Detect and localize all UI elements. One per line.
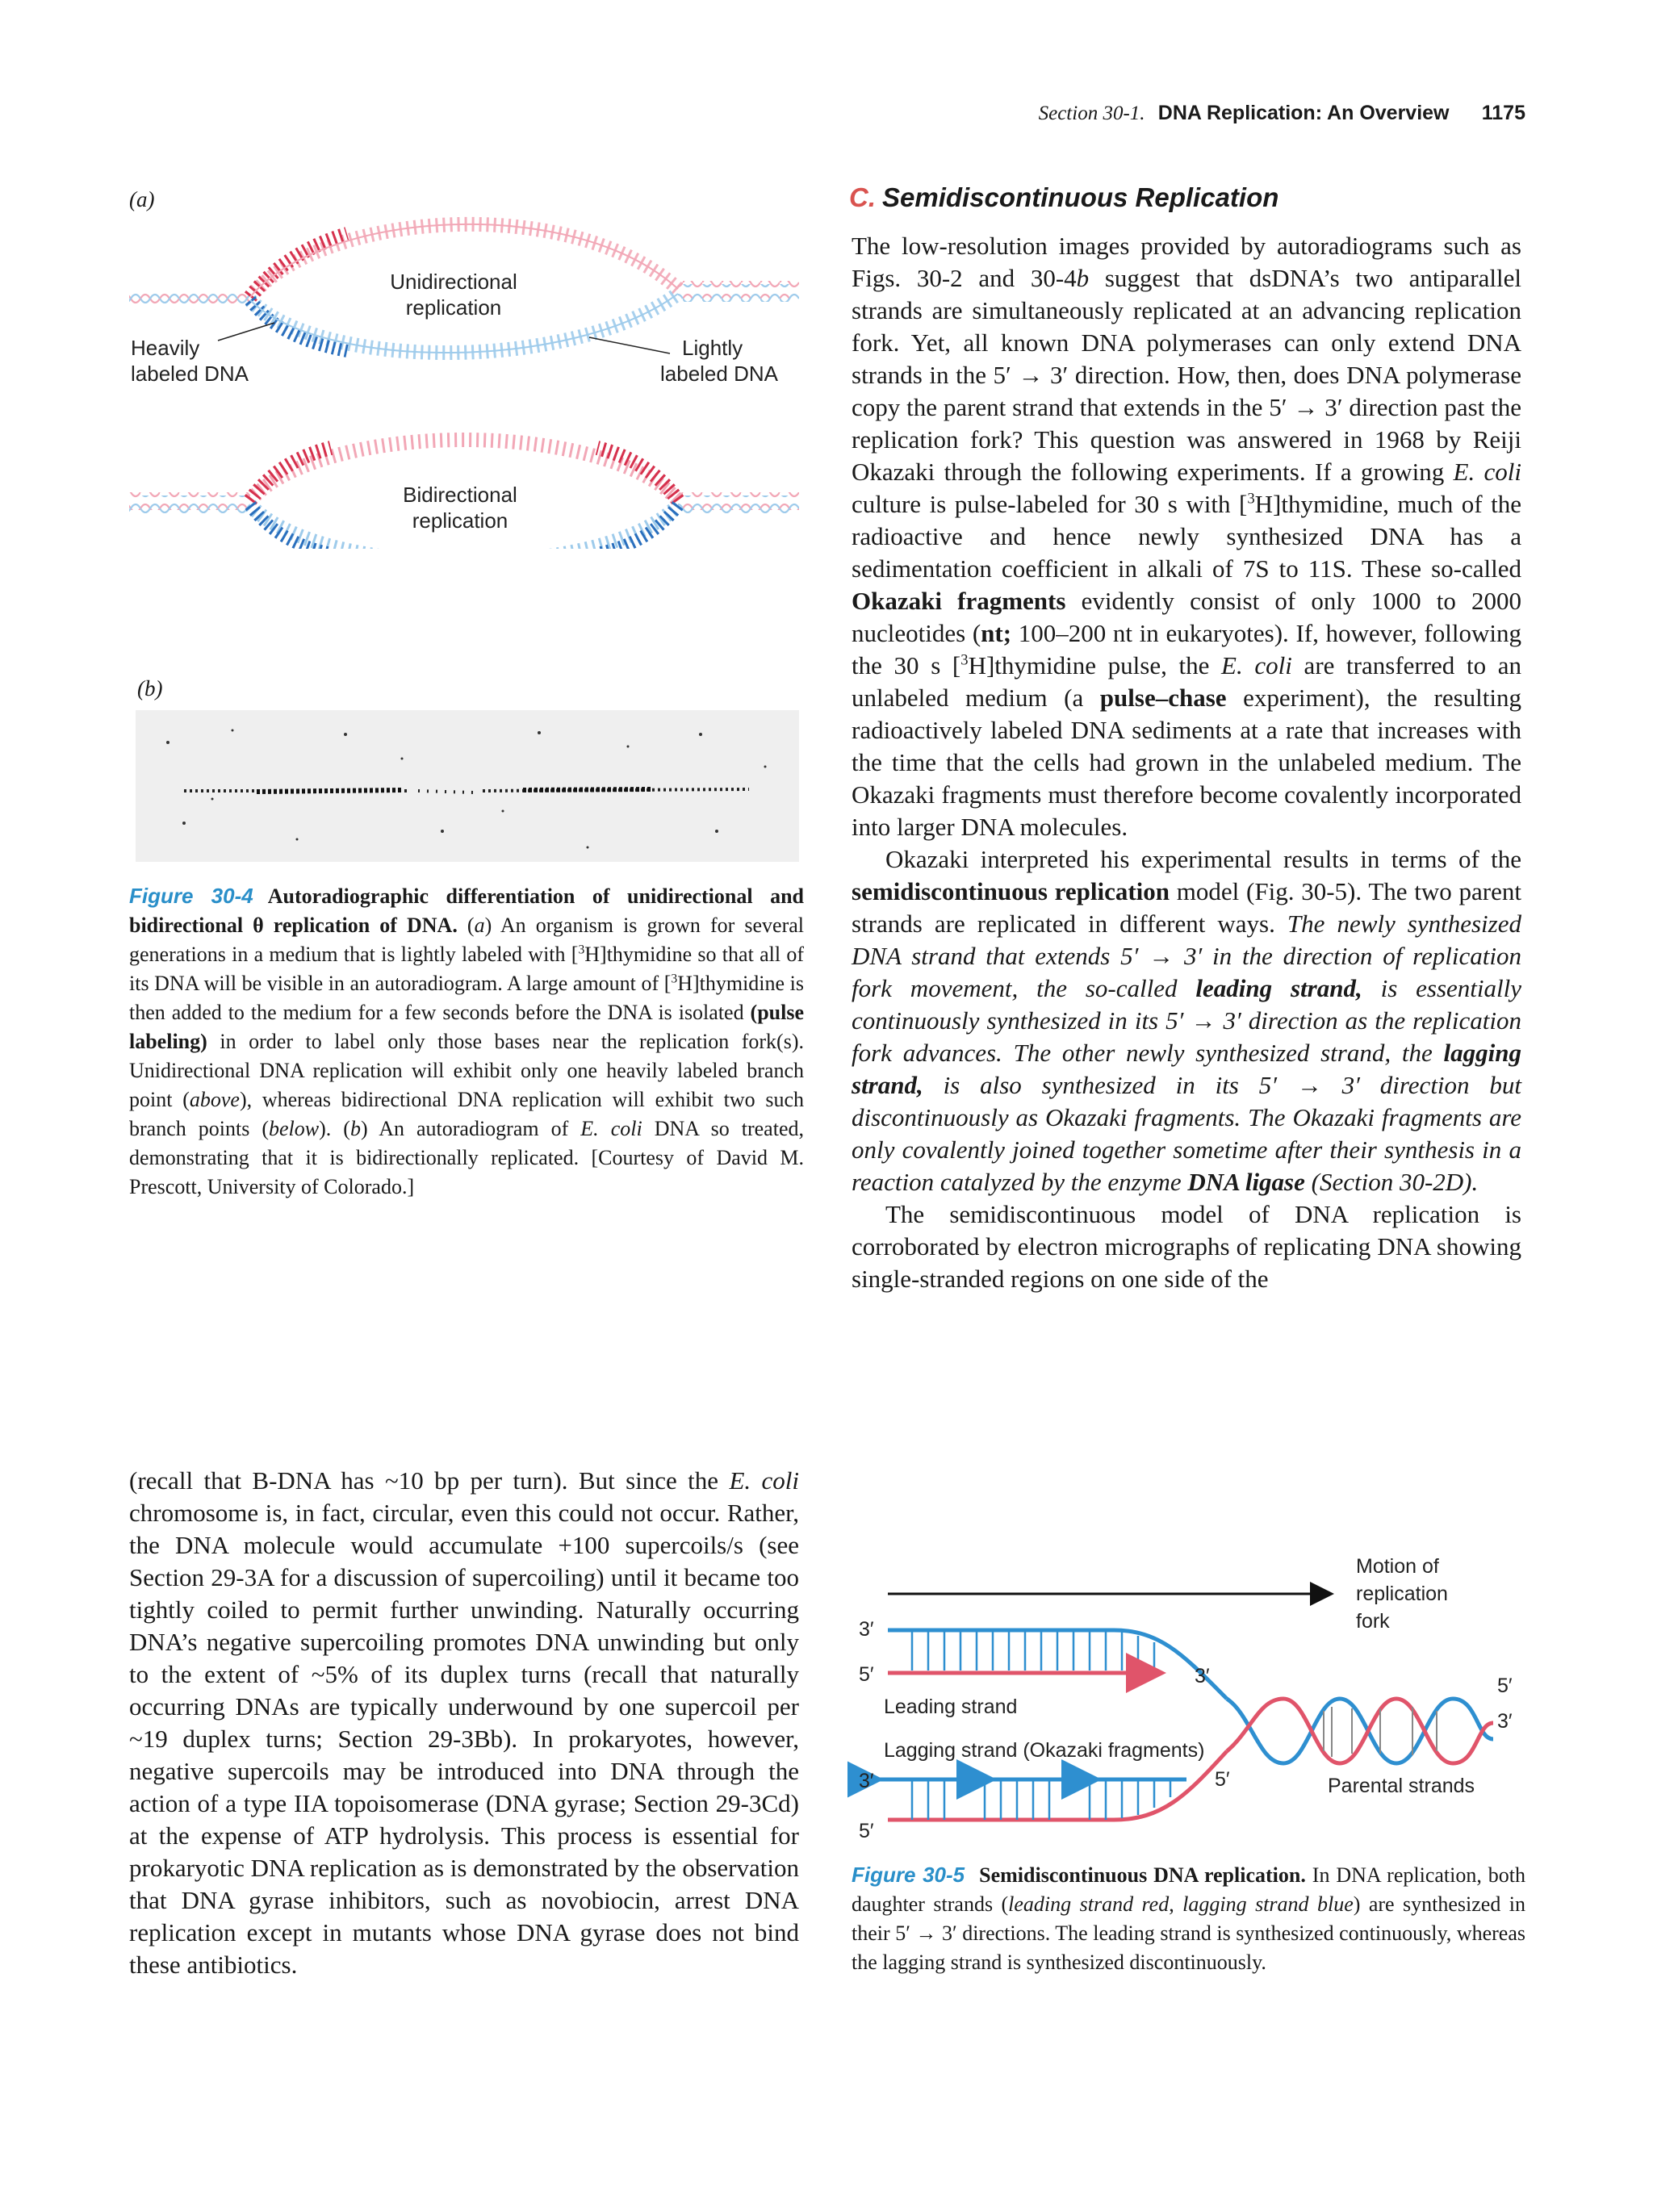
text: The newly synthesized DNA strand that extends 5′ → 3′ in the direction of replication fork movement, the so-called [852, 909, 1521, 1002]
label-5prime-bottom: 5′ [859, 1820, 874, 1842]
unidirectional-label-1: Unidirectional [390, 270, 517, 294]
caption-text: a [474, 914, 485, 937]
label-3prime-right: 3′ [1497, 1710, 1513, 1733]
label-3prime-lagging: 3′ [859, 1770, 874, 1792]
caption-text: lagging [1182, 1892, 1247, 1916]
term-dna-ligase: DNA ligase [1187, 1168, 1305, 1196]
motion-label-2: replication [1356, 1583, 1448, 1605]
text: b [1076, 264, 1090, 292]
caption-text: ) An autoradiogram of [360, 1117, 581, 1140]
text: evidently consist of only 1000 to 2000 nucleotides ( [852, 587, 1521, 647]
label-5prime-right: 5′ [1497, 1675, 1513, 1697]
caption-text: ) An organism is grown for several generations in a medium that is lightly labeled with [ [129, 914, 805, 966]
text: Okazaki interpreted his experimental results in terms of the [885, 845, 1521, 873]
caption-text: leading strand red [1008, 1892, 1170, 1916]
caption-term-pulse-labeling: (pulse labeling) [129, 1001, 804, 1053]
paragraph: The semidiscontinuous model of DNA replication is corroborated by electron micrographs of replicating DNA showing single-stranded regions on one side of the [852, 1200, 1521, 1293]
label-3prime-leading: 3′ [1195, 1665, 1210, 1687]
section-title: Semidiscontinuous Replication [882, 182, 1279, 212]
motion-label-3: fork [1356, 1610, 1390, 1633]
bidirectional-label-2: replication [412, 508, 508, 533]
text: (recall that B-DNA has ~10 bp per turn). But since the [129, 1466, 730, 1495]
term-nt: nt; [981, 619, 1012, 647]
text: are transferred to an unlabeled medium (a [852, 651, 1522, 712]
caption-text: ( [467, 914, 475, 937]
page-number: 1175 [1481, 102, 1525, 124]
text: E. coli [1221, 651, 1292, 679]
figure-30-5-title: Semidiscontinuous DNA replication. [979, 1863, 1306, 1887]
caption-sup: 3 [671, 972, 678, 986]
text: The low-resolution images provided by autoradiograms such as Figs. 30-2 and 30-4 [852, 232, 1521, 292]
motion-label-1: Motion of [1356, 1555, 1439, 1578]
lightly-label-1: Lightly [682, 336, 743, 360]
panel-label-b: (b) [137, 676, 163, 700]
figure-30-4-caption [129, 881, 804, 1202]
figure-30-4-title: Autoradiographic differentiation of unidirectional and bidirectional θ replication of DNA. [129, 884, 805, 937]
text: experiment), the resulting radioactively labeled DNA sediments at a rate that increases with the time that the cells had grown in the unlabeled medium. The Okazaki fragments must therefore become covalently incorporated into larger DNA molecules. [852, 684, 1521, 841]
caption-sup: 3 [578, 943, 585, 957]
caption-text: below [269, 1117, 320, 1140]
caption-text: b [349, 1117, 361, 1140]
text: suggest that dsDNA’s two antiparallel strands are simultaneously replicated at an advancing replication fork. Yet, all known DNA polymerases can only extend DNA strands in the 5′ → 3′ direction. How, then, does DNA polymerase copy the parent strand that extends in the 5′ → 3′ direction past the replication fork? This question was answered in 1968 by Reiji Okazaki through the following experiments. If a growing [852, 264, 1521, 486]
paragraph [129, 1465, 799, 1981]
right-column-body [852, 230, 1521, 1295]
section-heading [849, 182, 1278, 213]
text: E. coli [729, 1466, 799, 1495]
caption-text: in order to label only those bases near the replication fork(s). Unidirectional DNA replication will exhibit only one heavily labeled branch point ( [129, 1030, 804, 1111]
heavily-label-2: labeled DNA [131, 362, 249, 386]
caption-text: In DNA replication, both daughter strands ( [852, 1863, 1526, 1916]
caption-text: strand blue [1255, 1892, 1354, 1916]
label-3prime-top: 3′ [859, 1618, 874, 1641]
semidiscontinuous-replication-diagram [847, 1537, 1525, 1852]
caption-text: H]thymidine is then added to the medium for a few seconds before the DNA is isolated [129, 972, 804, 1024]
figure-30-4-number: Figure 30-4 [129, 884, 253, 908]
header-section: Section 30-1. [1038, 102, 1145, 124]
parental-helix-blue [1227, 1699, 1493, 1763]
text: model (Fig. 30-5). The two parent strands are replicated in different ways. [852, 877, 1521, 938]
leading-strand-label: Leading strand [884, 1696, 1018, 1718]
caption-text: ). ( [319, 1117, 350, 1140]
running-header [928, 102, 1525, 125]
figure-30-5-caption [852, 1860, 1525, 1977]
term-semidiscontinuous: semidiscontinuous replication [852, 877, 1170, 905]
paragraph [852, 843, 1521, 1198]
caption-text: ) are synthesized in their 5′ → 3′ directions. The leading strand is synthesized continuously, whereas the lagging strand is synthesized discontinuously. [852, 1892, 1525, 1974]
heavily-label-1: Heavily [131, 336, 200, 360]
left-column-body [129, 1465, 799, 1981]
sup: 3 [1247, 490, 1255, 508]
label-5prime-lagging: 5′ [1215, 1768, 1230, 1791]
caption-text: above [189, 1088, 240, 1111]
term-lagging-strand: lagging strand, [852, 1039, 1521, 1099]
bidirectional-label-1: Bidirectional [403, 483, 517, 507]
header-title: DNA Replication: An Overview [1157, 102, 1450, 124]
parental-strands-label: Parental strands [1328, 1775, 1475, 1797]
sup: 3 [960, 651, 969, 669]
text: (Section 30-2D). [1304, 1168, 1479, 1196]
section-letter: C. [849, 182, 876, 212]
autoradiogram-image [136, 710, 799, 862]
paragraph [852, 230, 1521, 843]
text: H]thymidine pulse, the [968, 651, 1222, 679]
text: 100–200 nt in eukaryotes). If, however, following the 30 s [ [852, 619, 1521, 679]
term-pulse-chase: pulse–chase [1099, 684, 1227, 712]
caption-text: DNA so treated, demonstrating that it is bidirectionally replicated. [Courtesy of David M. Prescott, University of Colorado.] [129, 1117, 804, 1198]
caption-text: ), whereas bidirectional DNA replication will exhibit two such branch points ( [129, 1088, 804, 1140]
label-5prime-leading: 5′ [859, 1663, 874, 1686]
text: is essentially continuously synthesized in its 5′ → 3′ direction as the replication fork advances. The other newly synthesized strand, the [852, 974, 1521, 1067]
caption-text: H]thymidine so that all of its DNA will be visible in an autoradiogram. A large amount of [ [129, 943, 804, 995]
text: chromosome is, in fact, circular, even this could not occur. Rather, the DNA molecule would accumulate +100 supercoils/s (see Section 29-3A for a discussion of supercoiling) until it became too tightly coiled to permit further unwinding. Naturally occurring DNA’s negative supercoiling promotes DNA unwinding but only to the extent of ~5% of its duplex turns (recall that naturally occurring DNAs are typically underwound by one supercoil per ~19 duplex turns; Section 29-3Bb). In prokaryotes, however, negative supercoils may be introduced into DNA through the action of a type IIA topoisomerase (DNA gyrase; Section 29-3Cd) at the expense of ATP hydrolysis. This process is essential for prokaryotic DNA replication as is demonstrated by the observation that DNA gyrase inhibitors, such as novobiocin, arrest DNA replication except in mutants whose DNA gyrase does not bind these antibiotics. [129, 1499, 799, 1979]
text: H]thymidine, much of the radioactive and hence newly synthesized DNA has a sedimentation coefficient in alkali of 7S to 11S. These so-called [852, 490, 1521, 583]
bottom-base-pairs [912, 1779, 1170, 1820]
figure-30-5-number: Figure 30-5 [852, 1863, 965, 1887]
text: E. coli [1453, 458, 1522, 486]
caption-text: E. coli [580, 1117, 642, 1140]
lightly-label-2: labeled DNA [660, 362, 778, 386]
term-leading-strand: leading strand, [1195, 974, 1362, 1002]
panel-label-a: (a) [129, 187, 155, 211]
replication-diagram-a [121, 194, 807, 549]
top-base-pairs [912, 1630, 1154, 1673]
term-okazaki-fragments: Okazaki fragments [852, 587, 1066, 615]
helix-base-pairs [1324, 1707, 1437, 1757]
lagging-strand-label: Lagging strand (Okazaki fragments) [884, 1739, 1205, 1762]
caption-text: , [1169, 1892, 1183, 1916]
unidirectional-label-2: replication [405, 295, 502, 320]
text: is also synthesized in its 5′ → 3′ direction but discontinuously as Okazaki fragments. The Okazaki fragments are only covalently joined together sometime after their synthesis in a reaction catalyzed by the enzyme [852, 1071, 1521, 1196]
text: culture is pulse-labeled for 30 s with [ [852, 490, 1248, 518]
